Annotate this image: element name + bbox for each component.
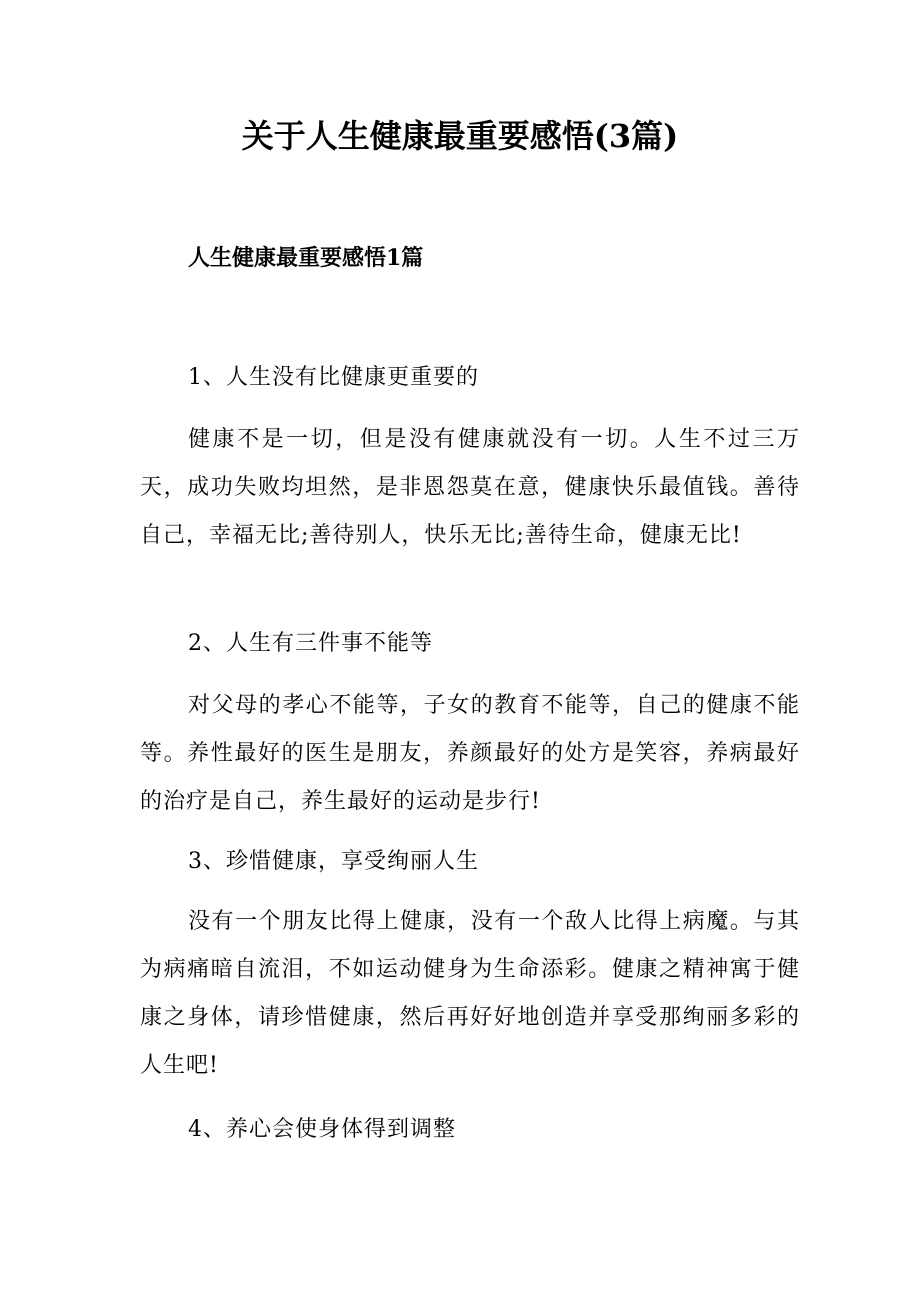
item-heading-3: 3、珍惜健康，享受绚丽人生 — [188, 849, 479, 874]
item-heading-4: 4、养心会使身体得到调整 — [188, 1117, 456, 1142]
item-paragraph-2: 对父母的孝心不能等，子女的教育不能等，自己的健康不能等。养性最好的医生是朋友，养颜最好的处方是笑容，养病最好的治疗是自己，养生最好的运动是步行! — [140, 693, 800, 814]
item-paragraph-1: 健康不是一切，但是没有健康就没有一切。人生不过三万天，成功失败均坦然，是非恩怨莫在意，健康快乐最值钱。善待自己，幸福无比;善待别人，快乐无比;善待生命，健康无比! — [140, 427, 800, 548]
item-heading-2: 2、人生有三件事不能等 — [188, 631, 433, 656]
item-paragraph-3: 没有一个朋友比得上健康，没有一个敌人比得上病魔。与其为病痛暗自流泪，不如运动健身为生命添彩。健康之精神寓于健康之身体，请珍惜健康，然后再好好地创造并享受那绚丽多彩的人生吧! — [140, 909, 800, 1078]
document-title: 关于人生健康最重要感悟(3篇) — [241, 117, 679, 155]
section-heading: 人生健康最重要感悟1篇 — [188, 245, 424, 271]
item-heading-1: 1、人生没有比健康更重要的 — [188, 365, 479, 390]
